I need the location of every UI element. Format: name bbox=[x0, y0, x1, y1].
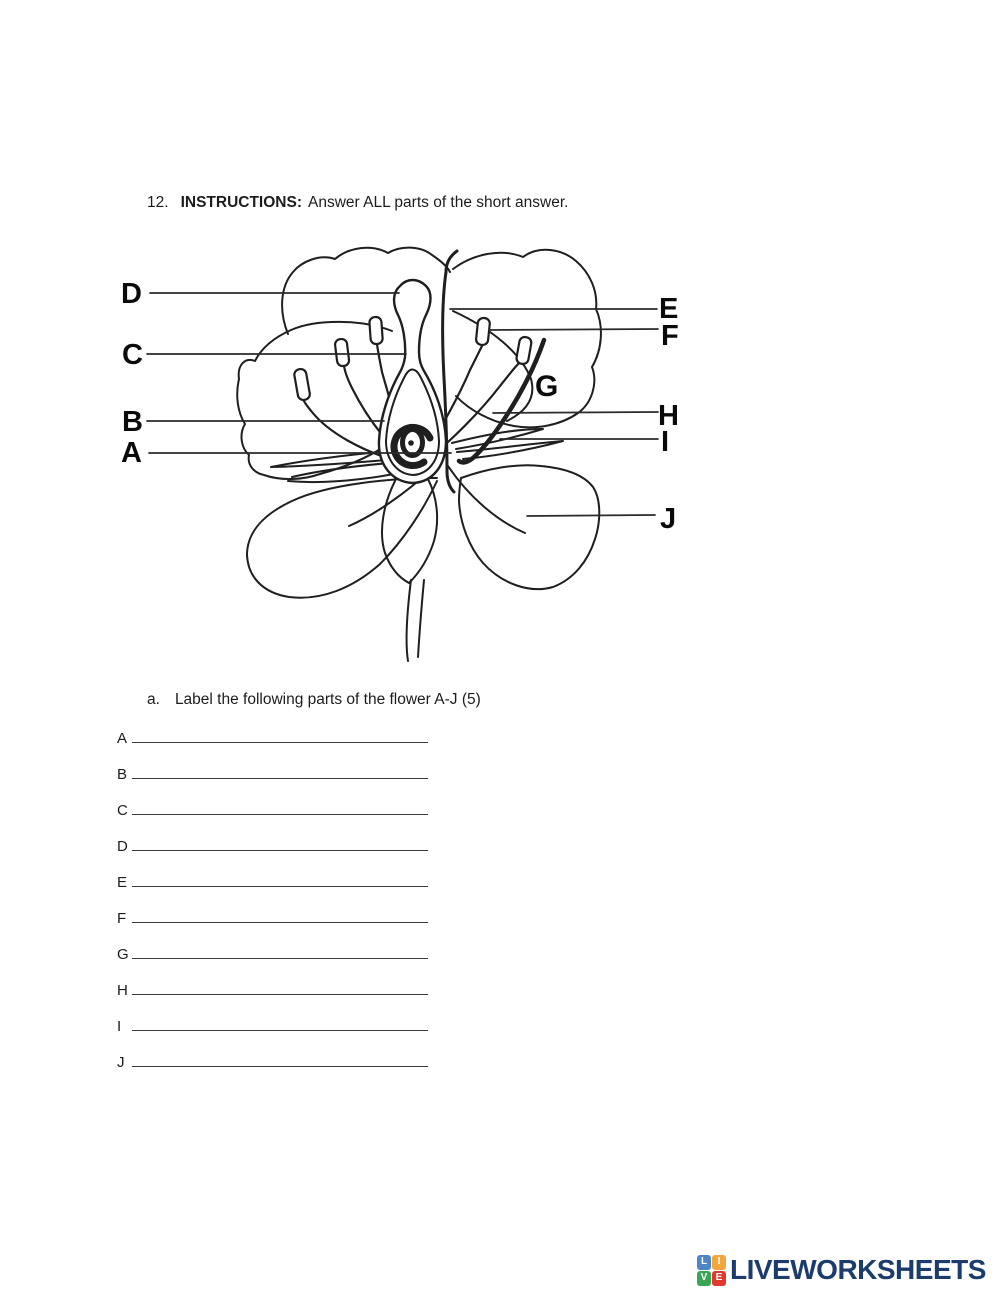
answer-blank-line[interactable] bbox=[132, 871, 428, 887]
anther-5 bbox=[516, 336, 533, 365]
logo-tile-e: E bbox=[712, 1271, 726, 1286]
answer-blank-line[interactable] bbox=[132, 763, 428, 779]
answer-letter: E bbox=[117, 874, 128, 891]
petal-bottom-left bbox=[247, 478, 437, 598]
diagram-label-j: J bbox=[660, 503, 677, 535]
instructions-label: INSTRUCTIONS: bbox=[180, 194, 302, 211]
answer-letter: D bbox=[117, 838, 128, 855]
answer-letter: I bbox=[117, 1018, 122, 1035]
section-a-heading bbox=[147, 691, 481, 709]
answer-letter: C bbox=[117, 802, 128, 819]
answer-row-c bbox=[117, 799, 428, 819]
answer-blank-line[interactable] bbox=[132, 835, 428, 851]
diagram-label-g: G bbox=[535, 370, 559, 403]
answer-row-a bbox=[117, 727, 428, 747]
liveworksheets-logo-text: LIVEWORKSHEETS bbox=[730, 1254, 986, 1285]
answer-row-j bbox=[117, 1051, 428, 1071]
answer-letter: J bbox=[117, 1054, 125, 1071]
stem-left-edge bbox=[407, 580, 411, 661]
diagram-label-d: D bbox=[121, 278, 142, 310]
leader-j bbox=[527, 515, 655, 516]
diagram-label-b: B bbox=[122, 406, 143, 438]
question-number: 12. bbox=[147, 194, 169, 211]
diagram-label-i: I bbox=[661, 426, 670, 458]
answer-letter: B bbox=[117, 766, 128, 783]
petal-top-left bbox=[237, 322, 392, 479]
liveworksheets-logo-icon bbox=[697, 1255, 726, 1286]
anther-2 bbox=[334, 338, 349, 366]
petal-bottom-right bbox=[459, 465, 599, 589]
petal-bottom-center bbox=[382, 479, 437, 583]
flower-midline-top bbox=[446, 251, 457, 272]
answer-letter: A bbox=[117, 730, 128, 747]
anther-4 bbox=[476, 317, 491, 345]
answer-blank-line[interactable] bbox=[132, 907, 428, 923]
answer-letter: G bbox=[117, 946, 129, 963]
answer-blank-line[interactable] bbox=[132, 799, 428, 815]
ovule-dot bbox=[408, 440, 414, 446]
section-a-text: Label the following parts of the flower A-J (5) bbox=[174, 691, 481, 708]
liveworksheets-logo[interactable] bbox=[697, 1253, 986, 1287]
answer-row-b bbox=[117, 763, 428, 783]
answer-row-d bbox=[117, 835, 428, 855]
instructions-text: Answer ALL parts of the short answer. bbox=[307, 194, 569, 211]
diagram-label-f: F bbox=[661, 320, 679, 352]
diagram-label-c: C bbox=[122, 339, 143, 371]
answer-blank-line[interactable] bbox=[132, 1015, 428, 1031]
answer-row-g bbox=[117, 943, 428, 963]
logo-tile-i: I bbox=[712, 1255, 726, 1270]
answer-letter: F bbox=[117, 910, 127, 927]
answer-blank-line[interactable] bbox=[132, 943, 428, 959]
diagram-label-a: A bbox=[121, 437, 142, 469]
answer-blank-line[interactable] bbox=[132, 1051, 428, 1067]
flower-diagram bbox=[100, 240, 700, 670]
instructions-line bbox=[147, 194, 568, 212]
stem-right-edge bbox=[418, 580, 424, 657]
leader-h bbox=[493, 412, 658, 413]
diagram-label-h: H bbox=[658, 400, 679, 432]
logo-tile-l: L bbox=[697, 1255, 711, 1270]
answer-blank-line[interactable] bbox=[132, 979, 428, 995]
anther-1 bbox=[293, 368, 310, 401]
leader-f bbox=[489, 329, 658, 330]
answer-row-i bbox=[117, 1015, 428, 1035]
anther-3 bbox=[369, 317, 383, 345]
diagram-label-e: E bbox=[659, 293, 679, 325]
logo-tile-v: V bbox=[697, 1271, 711, 1286]
answer-blank-line[interactable] bbox=[132, 727, 428, 743]
answer-letter: H bbox=[117, 982, 128, 999]
answer-row-f bbox=[117, 907, 428, 927]
section-a-marker: a. bbox=[147, 691, 160, 708]
answer-row-h bbox=[117, 979, 428, 999]
answer-row-e bbox=[117, 871, 428, 891]
